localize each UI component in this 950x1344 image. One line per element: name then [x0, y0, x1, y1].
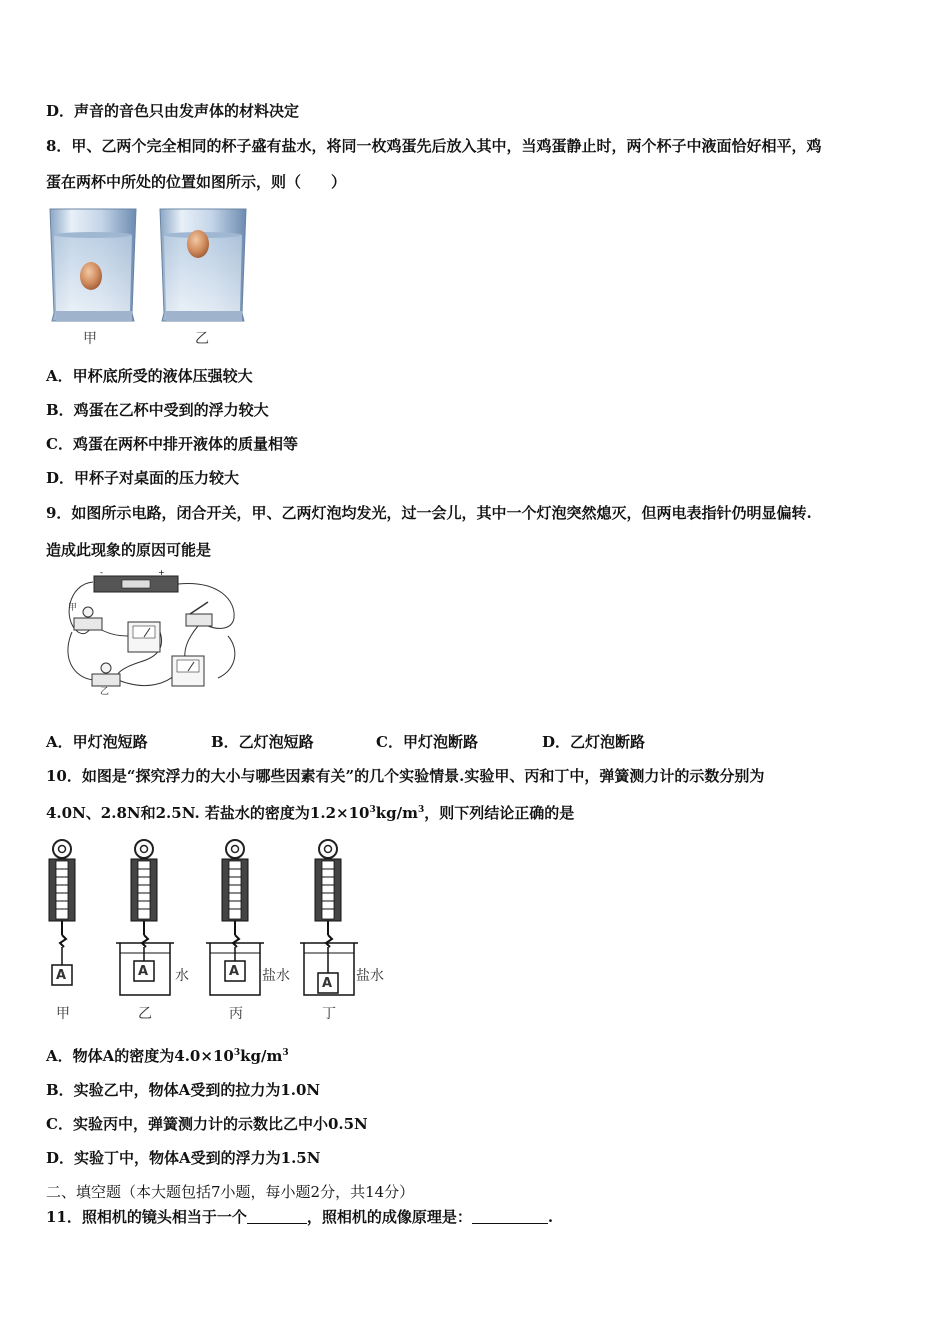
q8-option-b: B．鸡蛋在乙杯中受到的浮力较大: [46, 401, 269, 419]
q9-option-a: A．甲灯泡短路: [46, 733, 148, 751]
section2-heading: 二、填空题（本大题包括7小题，每小题2分，共14分）: [46, 1183, 415, 1201]
q10-stem-line2: 4.0N、2.8N和2.5N. 若盐水的密度为$1.2\times 10^3kg/m^3$，则下列结论正确的是: [46, 804, 575, 822]
q10-block-a-yi: A: [138, 964, 149, 979]
q11-blank-1[interactable]: [247, 1209, 307, 1224]
q10-liquid-brine-ding: 盐水: [356, 968, 384, 984]
svg-text:+: +: [158, 570, 165, 577]
q8-label-yi: 乙: [195, 331, 209, 347]
q9-figure-circuit: [58, 570, 248, 700]
q8-option-d: D．甲杯子对桌面的压力较大: [46, 469, 240, 487]
q8-label-jia: 甲: [83, 331, 97, 347]
q10-label-yi: 乙: [138, 1006, 152, 1022]
q9-circuit-illustration: [58, 570, 248, 700]
svg-text:-: -: [100, 570, 103, 577]
q10-spring-scales-illustration: [40, 835, 400, 1025]
q8-figure-cups: [46, 205, 256, 350]
q10-block-a-ding: A: [322, 976, 333, 991]
q10-liquid-brine-bing: 盐水: [262, 968, 290, 984]
cup-yi: [160, 209, 246, 321]
q10-option-a: A．物体A的密度为$4.0\times 10^3kg/m^3$: [46, 1047, 289, 1065]
q8-cups-illustration: [46, 205, 256, 350]
q8-stem-line1: 8．甲、乙两个完全相同的杯子盛有盐水，将同一枚鸡蛋先后放入其中，当鸡蛋静止时，两个杯子中液面恰好相平，鸡: [46, 137, 822, 155]
q9-option-b: B．乙灯泡短路: [211, 733, 314, 751]
q9-label-jia: 甲: [68, 603, 78, 613]
q10-option-c: C．实验丙中，弹簧测力计的示数比乙中小0.5N: [46, 1115, 368, 1133]
q10-liquid-water: 水: [175, 968, 189, 984]
q8-option-c: C．鸡蛋在两杯中排开液体的质量相等: [46, 435, 298, 453]
q9-label-yi: 乙: [100, 687, 110, 697]
q10-option-d: D．实验丁中，物体A受到的浮力为1.5N: [46, 1149, 321, 1167]
q11-stem: 11．照相机的镜头相当于一个 ，照相机的成像原理是： .: [46, 1208, 554, 1226]
q10-label-jia: 甲: [56, 1006, 70, 1022]
q8-option-a: A．甲杯底所受的液体压强较大: [46, 367, 253, 385]
q11-blank-2[interactable]: [472, 1209, 548, 1224]
q9-stem-line1: 9．如图所示电路，闭合开关，甲、乙两灯泡均发光，过一会儿，其中一个灯泡突然熄灭，但两电表指针仍明显偏转.: [46, 504, 812, 522]
cup-jia: [50, 209, 136, 321]
q8-stem-line2: 蛋在两杯中所处的位置如图所示，则（ ）: [46, 173, 347, 191]
q10-block-a-jia: A: [56, 968, 67, 983]
q10-stem-line1: 10．如图是“探究浮力的大小与哪些因素有关”的几个实验情景.实验甲、丙和丁中，弹簧测力计的示数分别为: [46, 767, 765, 785]
q9-option-c: C．甲灯泡断路: [376, 733, 478, 751]
q10-block-a-bing: A: [229, 964, 240, 979]
q9-option-d: D．乙灯泡断路: [542, 733, 646, 751]
q7-option-d: D．声音的音色只由发声体的材料决定: [46, 102, 300, 120]
q10-option-b: B．实验乙中，物体A受到的拉力为1.0N: [46, 1081, 321, 1099]
q10-label-bing: 丙: [229, 1006, 243, 1022]
q10-label-ding: 丁: [322, 1006, 336, 1022]
q10-figure-experiments: [40, 835, 400, 1025]
q9-stem-line2: 造成此现象的原因可能是: [46, 541, 212, 559]
